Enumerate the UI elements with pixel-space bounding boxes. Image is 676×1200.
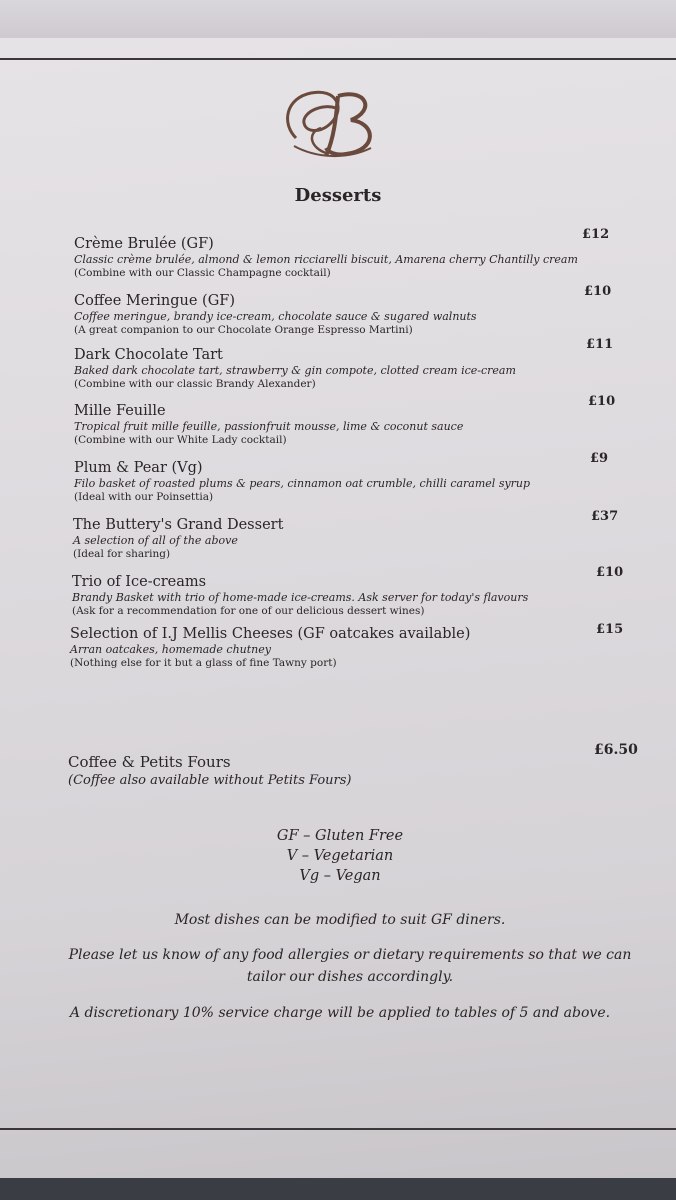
allergy-note: Please let us know of any food allergies or dietary requirements so that we can tailor our dishes accordingly. xyxy=(68,947,632,985)
menu-item xyxy=(74,293,594,337)
table-background xyxy=(0,0,676,40)
item-price: £12 xyxy=(582,227,610,242)
menu-item xyxy=(73,517,593,561)
item-price: £11 xyxy=(586,337,614,352)
bottom-rule xyxy=(0,1128,676,1130)
menu-item xyxy=(74,460,594,504)
item-pairing-note: (A great companion to our Chocolate Orange Espresso Martini) xyxy=(74,324,413,336)
legend-gf: GF – Gluten Free xyxy=(276,828,404,844)
item-name: Trio of Ice-creams xyxy=(72,574,207,590)
menu-heading: Desserts xyxy=(294,185,382,206)
item-description: Tropical fruit mille feuille, passionfruit mousse, lime & coconut sauce xyxy=(74,420,464,433)
menu-item xyxy=(74,347,594,391)
coffee-section xyxy=(68,752,352,790)
item-name: Mille Feuille xyxy=(74,403,166,419)
item-price: £15 xyxy=(596,622,624,637)
menu-item xyxy=(74,236,594,280)
coffee-description: (Coffee also available without Petits Fours) xyxy=(68,773,352,788)
gf-note: Most dishes can be modified to suit GF diners. xyxy=(174,912,506,928)
item-name: Coffee Meringue (GF) xyxy=(74,293,236,309)
service-charge-note: A discretionary 10% service charge will be applied to tables of 5 and above. xyxy=(69,1005,611,1021)
item-name: Dark Chocolate Tart xyxy=(74,347,223,363)
item-pairing-note: (Ideal for sharing) xyxy=(73,548,171,560)
item-name: Crème Brulée (GF) xyxy=(74,236,214,252)
item-description: Coffee meringue, brandy ice-cream, chocolate sauce & sugared walnuts xyxy=(74,310,477,323)
item-price: £10 xyxy=(588,394,616,409)
item-pairing-note: (Ideal with our Poinsettia) xyxy=(74,491,214,503)
item-price: £9 xyxy=(590,451,609,466)
top-rule xyxy=(0,58,676,60)
item-description: Filo basket of roasted plums & pears, cinnamon oat crumble, chilli caramel syrup xyxy=(74,477,531,490)
item-name: The Buttery's Grand Dessert xyxy=(73,517,284,533)
item-price: £10 xyxy=(584,284,612,299)
item-description: Arran oatcakes, homemade chutney xyxy=(70,643,271,656)
item-description: Baked dark chocolate tart, strawberry & gin compote, clotted cream ice-cream xyxy=(74,364,516,377)
item-pairing-note: (Combine with our Classic Champagne cocktail) xyxy=(74,267,331,279)
item-price: £37 xyxy=(591,509,619,524)
item-description: A selection of all of the above xyxy=(73,534,238,547)
menu-item xyxy=(74,403,594,447)
item-pairing-note: (Ask for a recommendation for one of our delicious dessert wines) xyxy=(72,605,425,617)
coffee-name: Coffee & Petits Fours xyxy=(68,753,231,771)
item-price: £10 xyxy=(596,565,624,580)
item-pairing-note: (Combine with our White Lady cocktail) xyxy=(74,434,287,446)
coffee-price: £6.50 xyxy=(594,742,638,758)
legend-vg: Vg – Vegan xyxy=(299,868,381,884)
item-pairing-note: (Nothing else for it but a glass of fine Tawny port) xyxy=(70,657,337,669)
menu-item xyxy=(70,626,590,670)
item-description: Brandy Basket with trio of home-made ice-creams. Ask server for today's flavours xyxy=(72,591,529,604)
dietary-legend xyxy=(40,826,640,886)
menu-item xyxy=(72,574,592,618)
monogram-logo xyxy=(276,78,386,168)
item-name: Selection of I.J Mellis Cheeses (GF oatcakes available) xyxy=(70,626,471,642)
item-pairing-note: (Combine with our classic Brandy Alexander) xyxy=(74,378,316,390)
item-description: Classic crème brulée, almond & lemon ricciarelli biscuit, Amarena cherry Chantilly cream xyxy=(74,253,578,266)
item-name: Plum & Pear (Vg) xyxy=(74,460,203,476)
legend-v: V – Vegetarian xyxy=(286,848,394,864)
